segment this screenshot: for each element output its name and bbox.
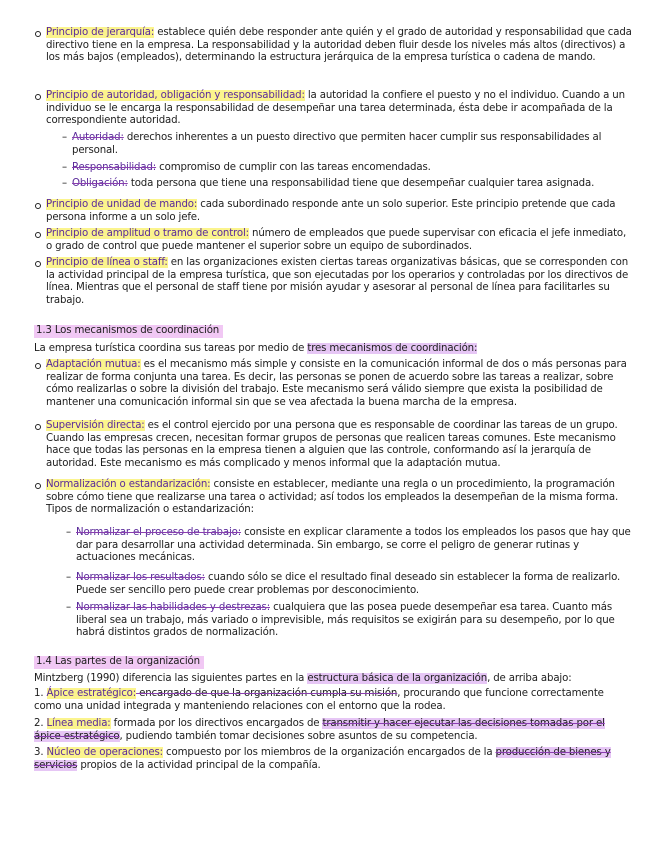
text-unidad-mando: cada subordinado responde ante un solo superior. Este principio pretende que cada persona informe a un solo jefe. — [46, 199, 616, 223]
intro-partes — [34, 673, 634, 686]
term-normalizacion: Normalización o estandarización: — [46, 479, 211, 490]
sub-responsabilidad — [62, 162, 622, 175]
text-amplitud-control: número de empleados que puede supervisar con eficacia el jefe inmediato, o grado de control que puede mantener el superior sobre un equipo de subordinados. — [46, 228, 627, 252]
term-linea-staff: Principio de línea o staff: — [46, 257, 168, 268]
text-normalizar-habilidades: cualquiera que las posea puede desempeñar esa tarea. Cuanto más liberal sea un trabajo, más variado o imprevisible, más requisitos se exigirán para su desempeño, por lo que habrá distintos grados de normalización. — [76, 602, 615, 639]
term-apice-estrategico: Ápice estratégico: — [46, 688, 137, 699]
intro-partes-post: , de arriba abajo: — [487, 673, 572, 684]
text-supervision-directa: es el control ejercido por una persona que es responsable de coordinar las tareas de un grupo. Cuando las empresas crecen, necesitan formar grupos de personas que realicen tareas comunes. Este mecanismo hace que todas las personas en la empresa tienen a alguien que las controle, conformando así la jerarquía de autoridad. Este mecanismo es más complicado y menos informal que la adaptación mutua. — [46, 420, 618, 469]
sub-obligacion — [62, 178, 622, 191]
sub-normalizar-resultados — [66, 572, 632, 597]
intro-partes-highlight: estructura básica de la organización — [307, 673, 488, 684]
bullet-linea-staff — [34, 257, 634, 307]
bullet-amplitud-control — [34, 228, 634, 253]
bullet-unidad-mando — [34, 199, 634, 224]
term-nucleo-operaciones: Núcleo de operaciones: — [46, 747, 163, 758]
intro-mecanismos-highlight: tres mecanismos de coordinación: — [307, 343, 478, 354]
bullet-normalizacion — [34, 479, 634, 517]
term-obligacion: Obligación: — [72, 178, 128, 189]
highlight-nucleo: producción de bienes y servicios — [34, 747, 611, 771]
bullet-principio-jerarquia — [34, 27, 634, 65]
bullet-principio-autoridad — [34, 90, 634, 128]
num-linea-media: 2. — [34, 718, 44, 729]
text-principio-jerarquia: establece quién debe responder ante quién y el grado de autoridad y responsabilidad que cada directivo tiene en la empresa. La responsabilidad y la autoridad deben fluir desde los niveles más altos (directivos) a los más bajos (empleados), determinando la estructura jerárquica de la empresa turística o cadena de mando. — [46, 27, 632, 64]
text-principio-autoridad: la autoridad la confiere el puesto y no el individuo. Cuando a un individuo se le encarga la responsabilidad de desempeñar una tarea determinada, ésta debe ir acompañada de la correspondiente autoridad. — [46, 90, 625, 127]
term-adaptacion-mutua: Adaptación mutua: — [46, 359, 141, 370]
intro-partes-text: Mintzberg (1990) diferencia las siguientes partes en la — [34, 673, 308, 684]
sub-normalizar-proceso — [66, 527, 632, 565]
term-supervision-directa: Supervisión directa: — [46, 420, 145, 431]
text-linea-staff: en las organizaciones existen ciertas tareas organizativas básicas, que se corresponden con la actividad principal de la empresa turística, que son ejecutadas por los operarios y controladas por los directivos de línea. Mientras que el personal de staff tiene por misión ayudar y asesorar al personal de línea para facilitarles su trabajo. — [46, 257, 629, 306]
strike-apice: encargado de que la organización cumpla su misión — [136, 688, 398, 699]
term-responsabilidad: Responsabilidad: — [72, 162, 157, 173]
numbered-apice-estrategico — [34, 688, 634, 713]
num-nucleo: 3. — [34, 747, 44, 758]
term-linea-media: Línea media: — [46, 718, 111, 729]
numbered-nucleo-operaciones — [34, 747, 634, 772]
text-autoridad: derechos inherentes a un puesto directivo que permiten hacer cumplir sus responsabilidades al personal. — [72, 132, 602, 156]
term-normalizar-habilidades: Normalizar las habilidades y destrezas: — [76, 602, 270, 613]
bullet-supervision-directa — [34, 420, 634, 470]
text-obligacion: toda persona que tiene una responsabilidad tiene que desempeñar cualquier tarea asignada. — [127, 178, 595, 189]
term-normalizar-proceso: Normalizar el proceso de trabajo: — [76, 527, 242, 538]
highlight-linea-media: transmitir y hacer ejecutar las decisiones tomadas por el ápice estratégico — [34, 718, 605, 742]
heading-partes-organizacion: 1.4 Las partes de la organización — [34, 656, 204, 669]
text-nucleo: propios de la actividad principal de la compañía. — [77, 759, 321, 771]
term-normalizar-resultados: Normalizar los resultados: — [76, 572, 205, 583]
term-amplitud-control: Principio de amplitud o tramo de control: — [46, 228, 249, 239]
sub-normalizar-habilidades — [66, 602, 632, 640]
numbered-linea-media — [34, 718, 634, 743]
pre-linea-media: formada por los directivos encargados de — [110, 718, 323, 729]
intro-mecanismos — [34, 343, 634, 356]
term-autoridad: Autoridad: — [72, 132, 124, 143]
pre-nucleo: compuesto por los miembros de la organización encargados de la — [162, 747, 496, 758]
text-apice: , procurando que funcione correctamente como una unidad integrada y manteniendo relaciones con el entorno que la rodea. — [34, 688, 604, 712]
text-normalizacion: consiste en establecer, mediante una regla o un procedimiento, la programación sobre cómo tiene que realizarse una tarea o actividad; así todos los empleados la desempeñan de la misma forma. Tipos de normalización o estandarización: — [46, 479, 619, 516]
sub-autoridad — [62, 132, 622, 157]
text-adaptacion-mutua: es el mecanismo más simple y consiste en la comunicación informal de dos o más personas para realizar de forma conjunta una tarea. Es decir, las personas se ponen de acuerdo sobre las tareas a realizar, sobre cómo realizarlas o sobre la división del trabajo. Este mecanismo será válido siempre que exista la posibilidad de mantener una comunicación informal sin que se vea afectada la buena marcha de la empresa. — [46, 359, 627, 408]
text-normalizar-resultados: cuando sólo se dice el resultado final deseado sin establecer la forma de realizarlo. Puede ser sencillo pero puede crear problemas por desconocimiento. — [76, 572, 621, 596]
term-unidad-mando: Principio de unidad de mando: — [46, 199, 198, 210]
text-responsabilidad: compromiso de cumplir con las tareas encomendadas. — [156, 162, 431, 173]
bullet-adaptacion-mutua — [34, 359, 634, 409]
num-apice: 1. — [34, 688, 44, 699]
term-principio-autoridad: Principio de autoridad, obligación y responsabilidad: — [46, 90, 305, 101]
term-principio-jerarquia: Principio de jerarquía: — [46, 27, 155, 38]
text-linea-media: , pudiendo también tomar decisiones sobre asuntos de su competencia. — [119, 730, 478, 742]
heading-mecanismos-coordinacion: 1.3 Los mecanismos de coordinación — [34, 325, 223, 338]
intro-mecanismos-text: La empresa turística coordina sus tareas por medio de — [34, 343, 308, 354]
text-normalizar-proceso: consiste en explicar claramente a todos los empleados los pasos que hay que dar para desarrollar una actividad determinada. Sin embargo, se corre el peligro de generar rutinas y actuaciones mecánicas. — [76, 527, 631, 564]
